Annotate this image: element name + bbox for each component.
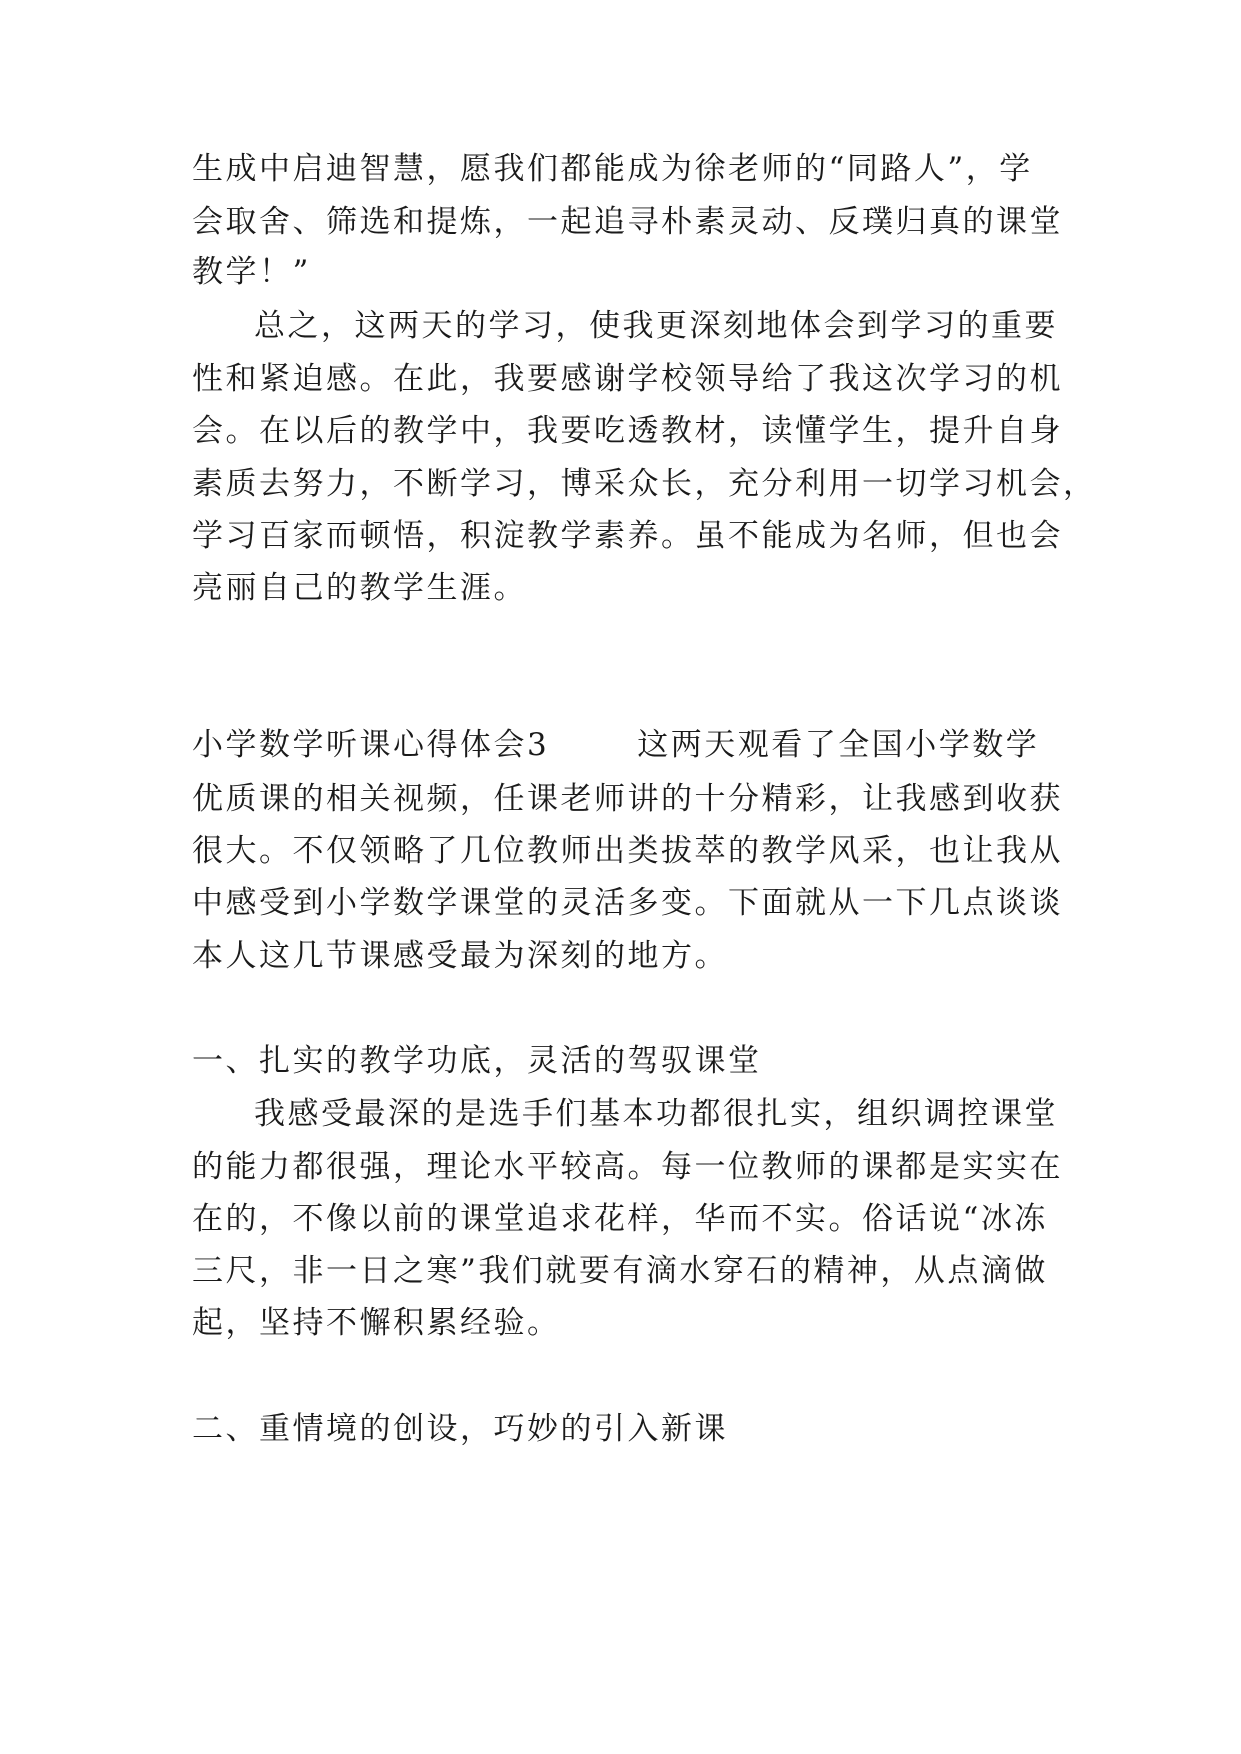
paragraph-line: 优质课的相关视频，任课老师讲的十分精彩，让我感到收获	[192, 781, 1063, 817]
paragraph-line-start: 这两天观看了全国小学数学	[637, 727, 1040, 763]
paragraph-line: 很大。不仅领略了几位教师出类拔萃的教学风采，也让我从	[192, 833, 1063, 869]
paragraph-line: 素质去努力，不断学习，博采众长，充分利用一切学习机会，	[192, 466, 1097, 502]
paragraph-line: 教学！”	[192, 254, 311, 290]
paragraph-line: 的能力都很强，理论水平较高。每一位教师的课都是实实在	[192, 1149, 1063, 1185]
article-title-line	[192, 716, 1052, 774]
paragraph-line: 会。在以后的教学中，我要吃透教材，读懂学生，提升自身	[192, 413, 1063, 449]
paragraph-line: 本人这几节课感受最为深刻的地方。	[192, 938, 728, 974]
paragraph-line: 总之，这两天的学习，使我更深刻地体会到学习的重要	[254, 308, 1058, 344]
paragraph-line: 中感受到小学数学课堂的灵活多变。下面就从一下几点谈谈	[192, 885, 1063, 921]
paragraph-line	[192, 612, 1052, 670]
paragraph-line: 在的，不像以前的课堂追求花样，华而不实。俗话说“冰冻	[192, 1201, 1048, 1237]
paragraph-line: 起，坚持不懈积累经验。	[192, 1305, 561, 1341]
section-heading: 二、重情境的创设，巧妙的引入新课	[192, 1411, 728, 1447]
paragraph-line: 我感受最深的是选手们基本功都很扎实，组织调控课堂	[254, 1096, 1058, 1132]
paragraph-line: 性和紧迫感。在此，我要感谢学校领导给了我这次学习的机	[192, 361, 1063, 397]
paragraph-line: 生成中启迪智慧，愿我们都能成为徐老师的“同路人”，学	[192, 151, 1033, 187]
paragraph-line: 三尺，非一日之寒”我们就要有滴水穿石的精神，从点滴做	[192, 1253, 1048, 1289]
paragraph-line: 会取舍、筛选和提炼，一起追寻朴素灵动、反璞归真的课堂	[192, 204, 1063, 240]
article-title: 小学数学听课心得体会3	[192, 727, 550, 763]
paragraph-line: 学习百家而顿悟，积淀教学素养。虽不能成为名师，但也会	[192, 518, 1063, 554]
paragraph-line: 亮丽自己的教学生涯。	[192, 570, 527, 606]
section-heading: 一、扎实的教学功底，灵活的驾驭课堂	[192, 1043, 762, 1079]
